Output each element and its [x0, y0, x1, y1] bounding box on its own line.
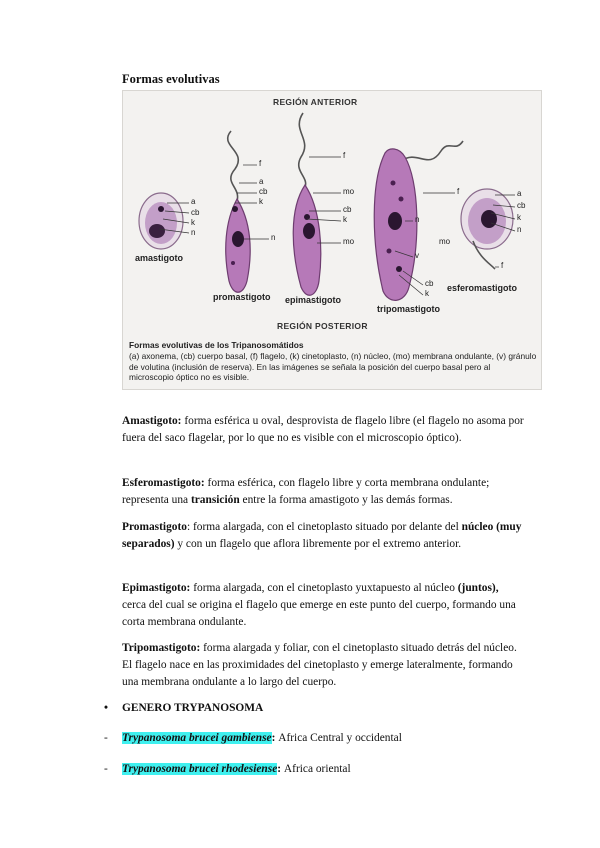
- species-name: Trypanosoma brucei rhodesiense: [122, 763, 278, 775]
- mark-mo: mo: [439, 237, 451, 246]
- promastigoto-cell: [226, 131, 250, 292]
- mark-cb: cb: [517, 201, 526, 210]
- mark-k: k: [343, 215, 347, 224]
- description-part: entre la forma amastigoto y las demás formas.: [239, 494, 453, 506]
- species-name: Trypanosoma brucei gambiense: [122, 732, 272, 744]
- mark-a: a: [191, 197, 196, 206]
- esferomastigoto-cell: [461, 189, 513, 269]
- description-part: cerca del cual se origina el flagelo que emerge en este punto del cuerpo, formando una corta membrana ondulante.: [122, 599, 516, 628]
- figure-caption: [129, 340, 537, 383]
- dash-symbol: -: [104, 732, 108, 744]
- mark-k: k: [517, 213, 521, 222]
- species-item: [104, 763, 351, 775]
- description: forma esférica u oval, desprovista de flagelo libre (el flagelo no asoma por fuera del saco flagelar, por lo que no es visible con el microscopio óptico).: [122, 415, 524, 444]
- paragraph-promastigoto: [122, 519, 524, 553]
- bullet-genero: [104, 702, 263, 714]
- mark-cb: cb: [259, 187, 268, 196]
- bullet-symbol: •: [104, 702, 108, 714]
- mark-cb: cb: [425, 279, 434, 288]
- emphasis: núcleo (muy separados): [122, 521, 522, 550]
- figure-evolutive-forms: [122, 90, 542, 390]
- promastigoto-label: promastigoto: [213, 292, 271, 302]
- species-region: Africa oriental: [283, 763, 351, 775]
- species-region: Africa Central y occidental: [278, 732, 402, 744]
- term: Epimastigoto:: [122, 582, 191, 594]
- caption-title: Formas evolutivas de los Tripanosomátidos: [129, 340, 304, 350]
- dash-symbol: -: [104, 763, 108, 775]
- separator: :: [277, 763, 284, 775]
- paragraph-amastigoto: [122, 413, 524, 447]
- mark-k: k: [425, 289, 429, 298]
- mark-n: n: [415, 215, 420, 224]
- term: Promastigoto: [122, 521, 187, 533]
- description-part: forma alargada, con el cinetoplasto yuxtapuesto al núcleo: [190, 582, 458, 594]
- mark-k: k: [191, 218, 195, 227]
- mark-cb: cb: [343, 205, 352, 214]
- mark-v: v: [415, 251, 419, 260]
- paragraph-esferomastigoto: [122, 475, 524, 509]
- section-heading: Formas evolutivas: [122, 72, 220, 86]
- term: Esferomastigoto:: [122, 477, 205, 489]
- mark-f: f: [457, 187, 460, 196]
- mark-f: f: [501, 261, 504, 270]
- mark-a: a: [517, 189, 522, 198]
- paragraph-epimastigoto: [122, 580, 524, 631]
- mark-k: k: [259, 197, 263, 206]
- term: Amastigoto:: [122, 415, 182, 427]
- separator: :: [271, 732, 279, 744]
- mark-a: a: [259, 177, 264, 186]
- emphasis: transición: [190, 494, 240, 506]
- mark-n: n: [191, 228, 196, 237]
- mark-n: n: [271, 233, 276, 242]
- description-part: forma esférica, con flagelo libre y corta membrana ondulante; representa una: [122, 477, 490, 506]
- description: forma alargada y foliar, con el cinetoplasto situado detrás del núcleo. El flagelo nace en las proximidades del cinetoplasto y emerge lateralmente, formando una membrana ondulante a lo largo del cuerpo.: [122, 642, 517, 688]
- mark-mo: mo: [343, 187, 355, 196]
- epimastigoto-label: epimastigoto: [285, 295, 342, 305]
- esferomastigoto-label: esferomastigoto: [447, 283, 518, 293]
- mark-cb: cb: [191, 208, 200, 217]
- epimastigoto-cell: [293, 113, 321, 295]
- amastigoto-label: amastigoto: [135, 253, 184, 263]
- description-part: : forma alargada, con el cinetoplasto situado por delante del: [186, 521, 462, 533]
- description-part: y con un flagelo que aflora libremente por el extremo anterior.: [174, 538, 462, 550]
- region-posterior-label: REGIÓN POSTERIOR: [277, 321, 368, 331]
- mark-mo: mo: [343, 237, 355, 246]
- mark-f: f: [259, 159, 262, 168]
- bullet-label: GENERO TRYPANOSOMA: [122, 702, 264, 714]
- tripomastigoto-label: tripomastigoto: [377, 304, 440, 314]
- emphasis: (juntos),: [457, 582, 499, 594]
- region-anterior-label: REGIÓN ANTERIOR: [273, 97, 358, 107]
- term: Tripomastigoto:: [122, 642, 201, 654]
- mark-f: f: [343, 151, 346, 160]
- caption-text: (a) axonema, (cb) cuerpo basal, (f) flagelo, (k) cinetoplasto, (n) núcleo, (mo) membrana ondulante, (v) gránulo de volutina (inclusión de reserva). En las imágenes se señala la posición del cuerpo basal pero al microscopio óptico no es visible.: [129, 350, 537, 383]
- paragraph-tripomastigoto: [122, 640, 524, 691]
- species-item: [104, 732, 402, 744]
- mark-n: n: [517, 225, 522, 234]
